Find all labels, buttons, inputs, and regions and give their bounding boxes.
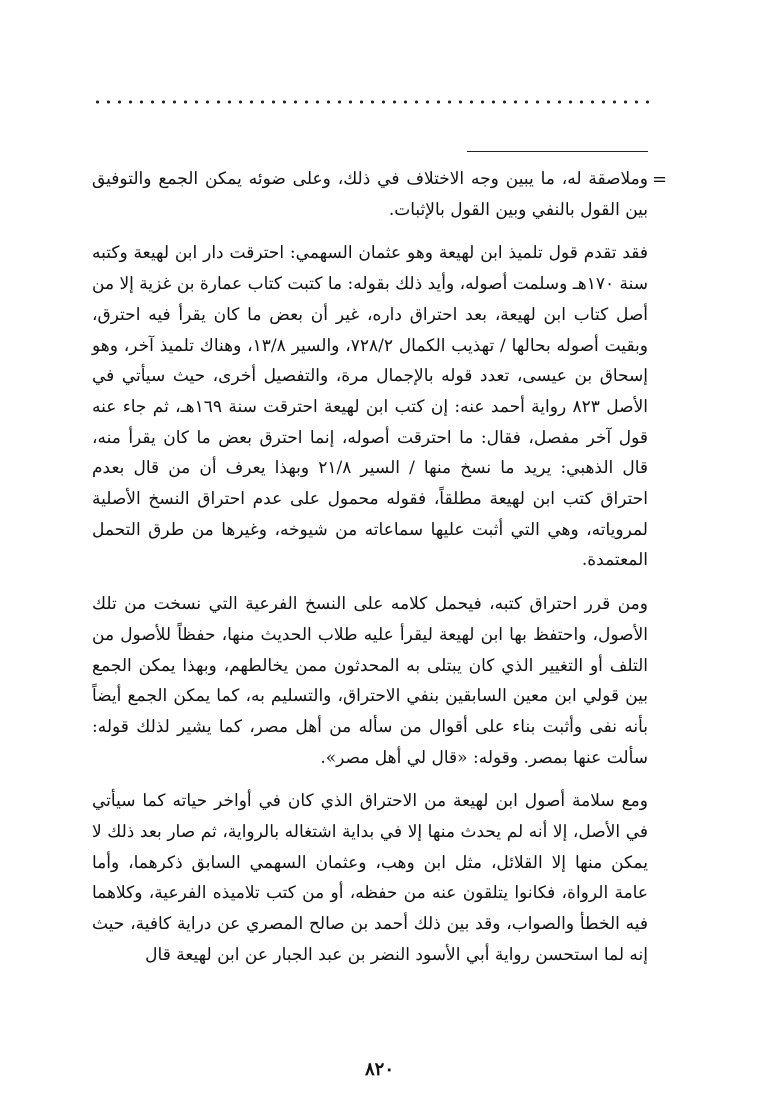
paragraph-2: فقد تقدم قول تلميذ ابن لهيعة وهو عثمان السهمي: احترقت دار ابن لهيعة وكتبه سنة ١٧٠هـ وسلمت أصوله، وأيد ذلك بقوله: ما كتبت كتاب عمارة بن غزية إلا من أصل كتاب ابن لهيعة، بعد احتراق داره، غير أن بعض ما كان يقرأ فيه احترق، وبقيت أصوله بحالها / تهذيب الكمال ٧٢٨/٢، والسير ١٣/٨، وهناك تلميذ آخر، وهو إسحاق بن عيسى، تعدد قوله بالإجمال مرة، والتفصيل أخرى، حيث سيأتي في الأصل ٨٢٣ رواية أحمد عنه: إن كتب ابن لهيعة احترقت سنة ١٦٩هـ، ثم جاء عنه قول آخر مفصل، فقال: ما احترقت أصوله، إنما احترق بعض ما كان يقرأ منه، قال الذهبي: يريد ما نسخ منها / السير ٢١/٨ وبهذا يعرف أن من قال بعدم احتراق كتب ابن لهيعة مطلقاً، فقوله محمول على عدم احتراق النسخ الأصلية لمروياته، وهي التي أثبت عليها سماعاته من شيوخه، وغيرها من طرق التحمل المعتمدة.	[92, 243, 649, 571]
page-number: ٨٢٠	[364, 1059, 394, 1080]
paragraph-1: وملاصقة له، ما يبين وجه الاختلاف في ذلك، وعلى ضوئه يمكن الجمع والتوفيق بين القول بالنفي وبين القول بالإثبات.	[92, 169, 648, 220]
continuation-mark: =	[652, 169, 668, 190]
paragraph-4: ومع سلامة أصول ابن لهيعة من الاحتراق الذي كان في أواخر حياته كما سيأتي في الأصل، إلا أنه لم يحدث منها إلا في بداية اشتغاله بالرواية، ثم صار بعد ذلك لا يمكن منها إلا القلائل، مثل ابن وهب، وعثمان السهمي السابق ذكرهما، وأما عامة الرواة، فكانوا يتلقون عنه من حفظه، أو من كتب تلاميذه الفرعية، وكلاهما فيه الخطأ والصواب، وقد بين ذلك أحمد بن صالح المصري عن دراية كافية، حيث إنه لما استحسن رواية أبي الأسود النضر بن عبد الجبار عن ابن لهيعة قال	[92, 791, 648, 965]
paragraph-3: ومن قرر احتراق كتبه، فيحمل كلامه على النسخ الفرعية التي نسخت من تلك الأصول، واحتفظ بها ابن لهيعة ليقرأ عليه طلاب الحديث منها، حفظاً للأصول من التلف أو التغيير الذي كان يبتلى به المحدثون ممن يخالطهم، وبهذا يمكن الجمع بين قولي ابن معين السابقين بنفي الاحتراق، والتسليم به، كما يمكن الجمع أيضاً بأنه نفى وأثبت بناء على أقوال من سأله من أهل مصر، كما يشير لذلك قوله: سألت عنها بمصر. وقوله: «قال لي أهل مصر».	[92, 594, 648, 768]
body-text	[92, 164, 648, 971]
dotted-separator	[92, 100, 652, 104]
footnote-rule	[467, 151, 648, 152]
